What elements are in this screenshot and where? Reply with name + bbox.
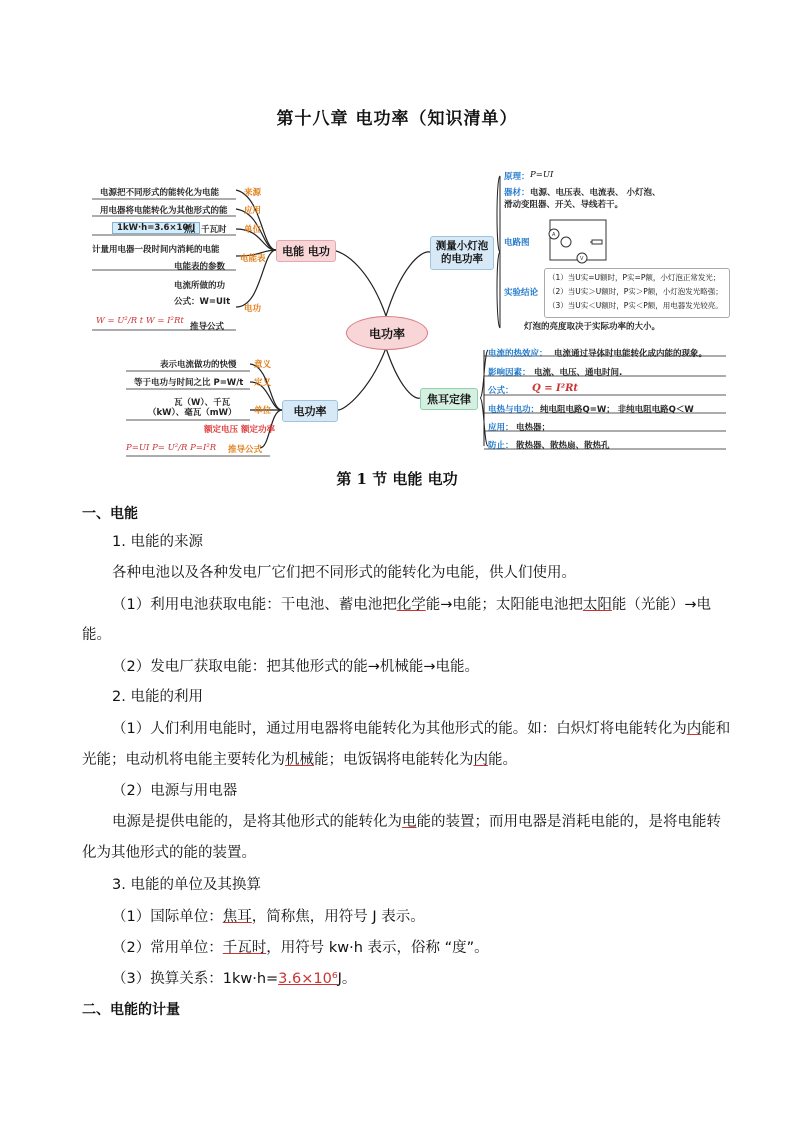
- svg-text:A: A: [552, 232, 556, 238]
- mm-lb-row3: 瓦（W）、千瓦: [174, 398, 231, 408]
- para-si-b: ，简称焦，用符号 J 表示。: [251, 909, 425, 925]
- jr-text-1: 电流通过导体时电能转化成内能的现象。: [554, 349, 708, 359]
- blank-internal-2: 内: [473, 752, 488, 768]
- page-title: 第十八章 电功率（知识清单）: [276, 109, 518, 129]
- para-use: [112, 717, 730, 738]
- para-conversion: [112, 967, 356, 988]
- mm-lb-row3b: （kW）、毫瓦（mW）: [148, 408, 237, 418]
- mm-lt-row4: 计量用电器一段时间内消耗的电能: [92, 245, 220, 255]
- result-1: （1）当U实=U额时，P实=P额，小灯泡正常发光；: [548, 273, 721, 282]
- equipment-text-2: 滑动变阻器、开关、导线若干。: [504, 200, 624, 210]
- jr-text-2: 电流、电压、通电时间.: [534, 368, 623, 378]
- blank-chemical: 化学: [396, 597, 426, 613]
- jr-label-4: 电热与电功：: [488, 405, 540, 415]
- sub-units: 3. 电能的单位及其换算: [112, 877, 261, 893]
- joule-formula: Q = I²Rt: [532, 383, 579, 394]
- mm-lb-row1: 表示电流做功的快慢: [160, 360, 237, 370]
- mm-lb-tag2: 定义: [254, 378, 272, 388]
- unit-conversion-box: 1kW·h=3.6×10⁶J: [112, 222, 200, 234]
- circuit-diagram: [542, 212, 614, 268]
- jr-label-1: 电流的热效应：: [488, 349, 548, 359]
- para-source-device: （2）电源与用电器: [112, 783, 238, 799]
- para-use-c: 光能；电动机将电能主要转化为: [82, 752, 285, 768]
- work-formula: W = U²/R t W = I²Rt: [96, 316, 184, 326]
- para-si-unit: [112, 905, 425, 926]
- jr-label-5: 应用：: [488, 423, 514, 433]
- svg-text:V: V: [580, 256, 584, 262]
- blank-mechanical: 机械: [285, 752, 314, 768]
- jr-label-2: 影响因素：: [488, 368, 531, 378]
- circuit-label: 电路图: [504, 238, 530, 248]
- para-common-unit: [112, 936, 489, 957]
- para-cv-b: J。: [337, 971, 357, 987]
- para-source-device-2: [112, 810, 721, 831]
- blank-internal-1: 内: [686, 721, 702, 737]
- jr-text-4: 纯电阻电路Q=W； 非纯电阻电路Q＜W: [540, 405, 694, 415]
- mm-lt-tag4: 电能表: [240, 254, 266, 264]
- result-2: （2）当U实＞U额时，P实＞P额，小灯泡发光略强；: [548, 287, 723, 296]
- para-use-b: 能和: [701, 721, 731, 737]
- mm-lt-tag3: 单位: [244, 225, 262, 235]
- para-battery-end: 能。: [82, 627, 111, 643]
- mm-lt-tag1: 来源: [244, 188, 262, 198]
- node-measure-label: 测量小灯泡 的电功率: [435, 240, 489, 265]
- node-electric-power: 电功率: [282, 400, 338, 422]
- para-use-d: 能；电饭锅将电能转化为: [314, 752, 474, 768]
- para-sd-a: 电源是提供电能的，是将其他形式的能转化为: [112, 814, 402, 830]
- para-cu-a: （2）常用单位：: [112, 940, 223, 956]
- result-label: 实验结论: [504, 288, 539, 298]
- para-cv-a: （3）换算关系：1kw·h=: [112, 971, 279, 987]
- blank-joule: 焦耳: [222, 909, 252, 925]
- principle-label: 原理：: [504, 172, 530, 182]
- heading-electric-energy: 一、电能: [82, 506, 138, 522]
- heading-metering: 二、电能的计量: [82, 1002, 180, 1018]
- para-use-2: [82, 748, 517, 769]
- mm-lt-tag2: 应用: [244, 206, 262, 216]
- jr-label-6: 防止：: [488, 441, 514, 451]
- mm-lt-row3: 焦、千瓦时: [184, 225, 227, 235]
- sub-source: 1. 电能的来源: [112, 534, 203, 550]
- jr-text-6: 散热器、散热扇、散热孔: [516, 441, 610, 451]
- mm-lb-tag3: 单位: [254, 406, 272, 416]
- mm-lb-tag1: 意义: [254, 360, 272, 370]
- power-formula: P=UI P= U²/R P=I²R: [126, 443, 217, 453]
- para-si-a: （1）国际单位：: [112, 909, 223, 925]
- para-sd-b: 能的装置；而用电器是消耗电能的，是将电能转: [416, 814, 721, 830]
- brightness-note: 灯泡的亮度取决于实际功率的大小。: [524, 322, 661, 332]
- para-battery: [112, 593, 711, 614]
- node-electric-energy-work: 电能 电功: [276, 240, 336, 262]
- result-3: （3）当U实＜U额时，P实＜P额，用电器发光较亮。: [548, 301, 723, 310]
- para-source-device-3: 化为其他形式的能的装置。: [82, 845, 256, 861]
- mm-lt-row1: 电源把不同形式的能转化为电能: [100, 188, 220, 198]
- node-measure-bulb-power: [430, 236, 494, 270]
- para-battery-c: 能（光能）→电: [611, 597, 712, 613]
- blank-electric: 电: [402, 814, 417, 830]
- mm-lt-row5b: 公式：W=UIt: [174, 297, 231, 307]
- para-battery-a: （1）利用电池获取电能：干电池、蓄电池把: [112, 597, 397, 613]
- para-battery-b: 能→电能；太阳能电池把: [425, 597, 583, 613]
- para-cu-b: ，用符号 kw·h 表示，俗称 “度”。: [266, 940, 489, 956]
- mm-lt-row2: 用电器将电能转化为其他形式的能: [100, 206, 228, 216]
- mm-lt-row4b: 电能表的参数: [174, 262, 226, 272]
- mm-lt-row5c: 推导公式: [190, 322, 225, 332]
- blank-conversion: 3.6×10⁶: [278, 971, 338, 987]
- mm-lt-tag5: 电功: [244, 304, 262, 314]
- sub-use: 2. 电能的利用: [112, 689, 203, 705]
- jr-text-5: 电热器；: [516, 423, 551, 433]
- equipment-label: 器材：: [504, 188, 530, 198]
- para-use-e: 能。: [488, 752, 517, 768]
- mindmap-center: 电功率: [346, 316, 428, 350]
- mm-lb-row2: 等于电功与时间之比 P=W/t: [134, 378, 244, 388]
- para-plant: （2）发电厂获取电能：把其他形式的能→机械能→电能。: [112, 659, 480, 675]
- para-use-a: （1）人们利用电能时，通过用电器将电能转化为其他形式的能。如：白炽灯将电能转化为: [112, 721, 687, 737]
- mindmap-lines: [0, 0, 794, 470]
- blank-solar: 太阳: [582, 597, 612, 613]
- mm-lt-row5: 电流所做的功: [174, 281, 226, 291]
- mm-lb-row4: 额定电压 额定功率: [204, 425, 275, 435]
- equipment-text: 电源、电压表、电流表、 小灯泡、: [530, 188, 661, 198]
- jr-label-3: 公式：: [488, 386, 514, 396]
- mm-lb-tag5: 推导公式: [228, 445, 263, 455]
- node-joule-law: 焦耳定律: [420, 388, 478, 410]
- principle-formula: P=UI: [530, 170, 554, 180]
- section-title: 第 1 节 电能 电功: [336, 470, 458, 488]
- blank-kwh: 千瓦时: [222, 940, 267, 956]
- para-source: 各种电池以及各种发电厂它们把不同形式的能转化为电能，供人们使用。: [112, 565, 576, 581]
